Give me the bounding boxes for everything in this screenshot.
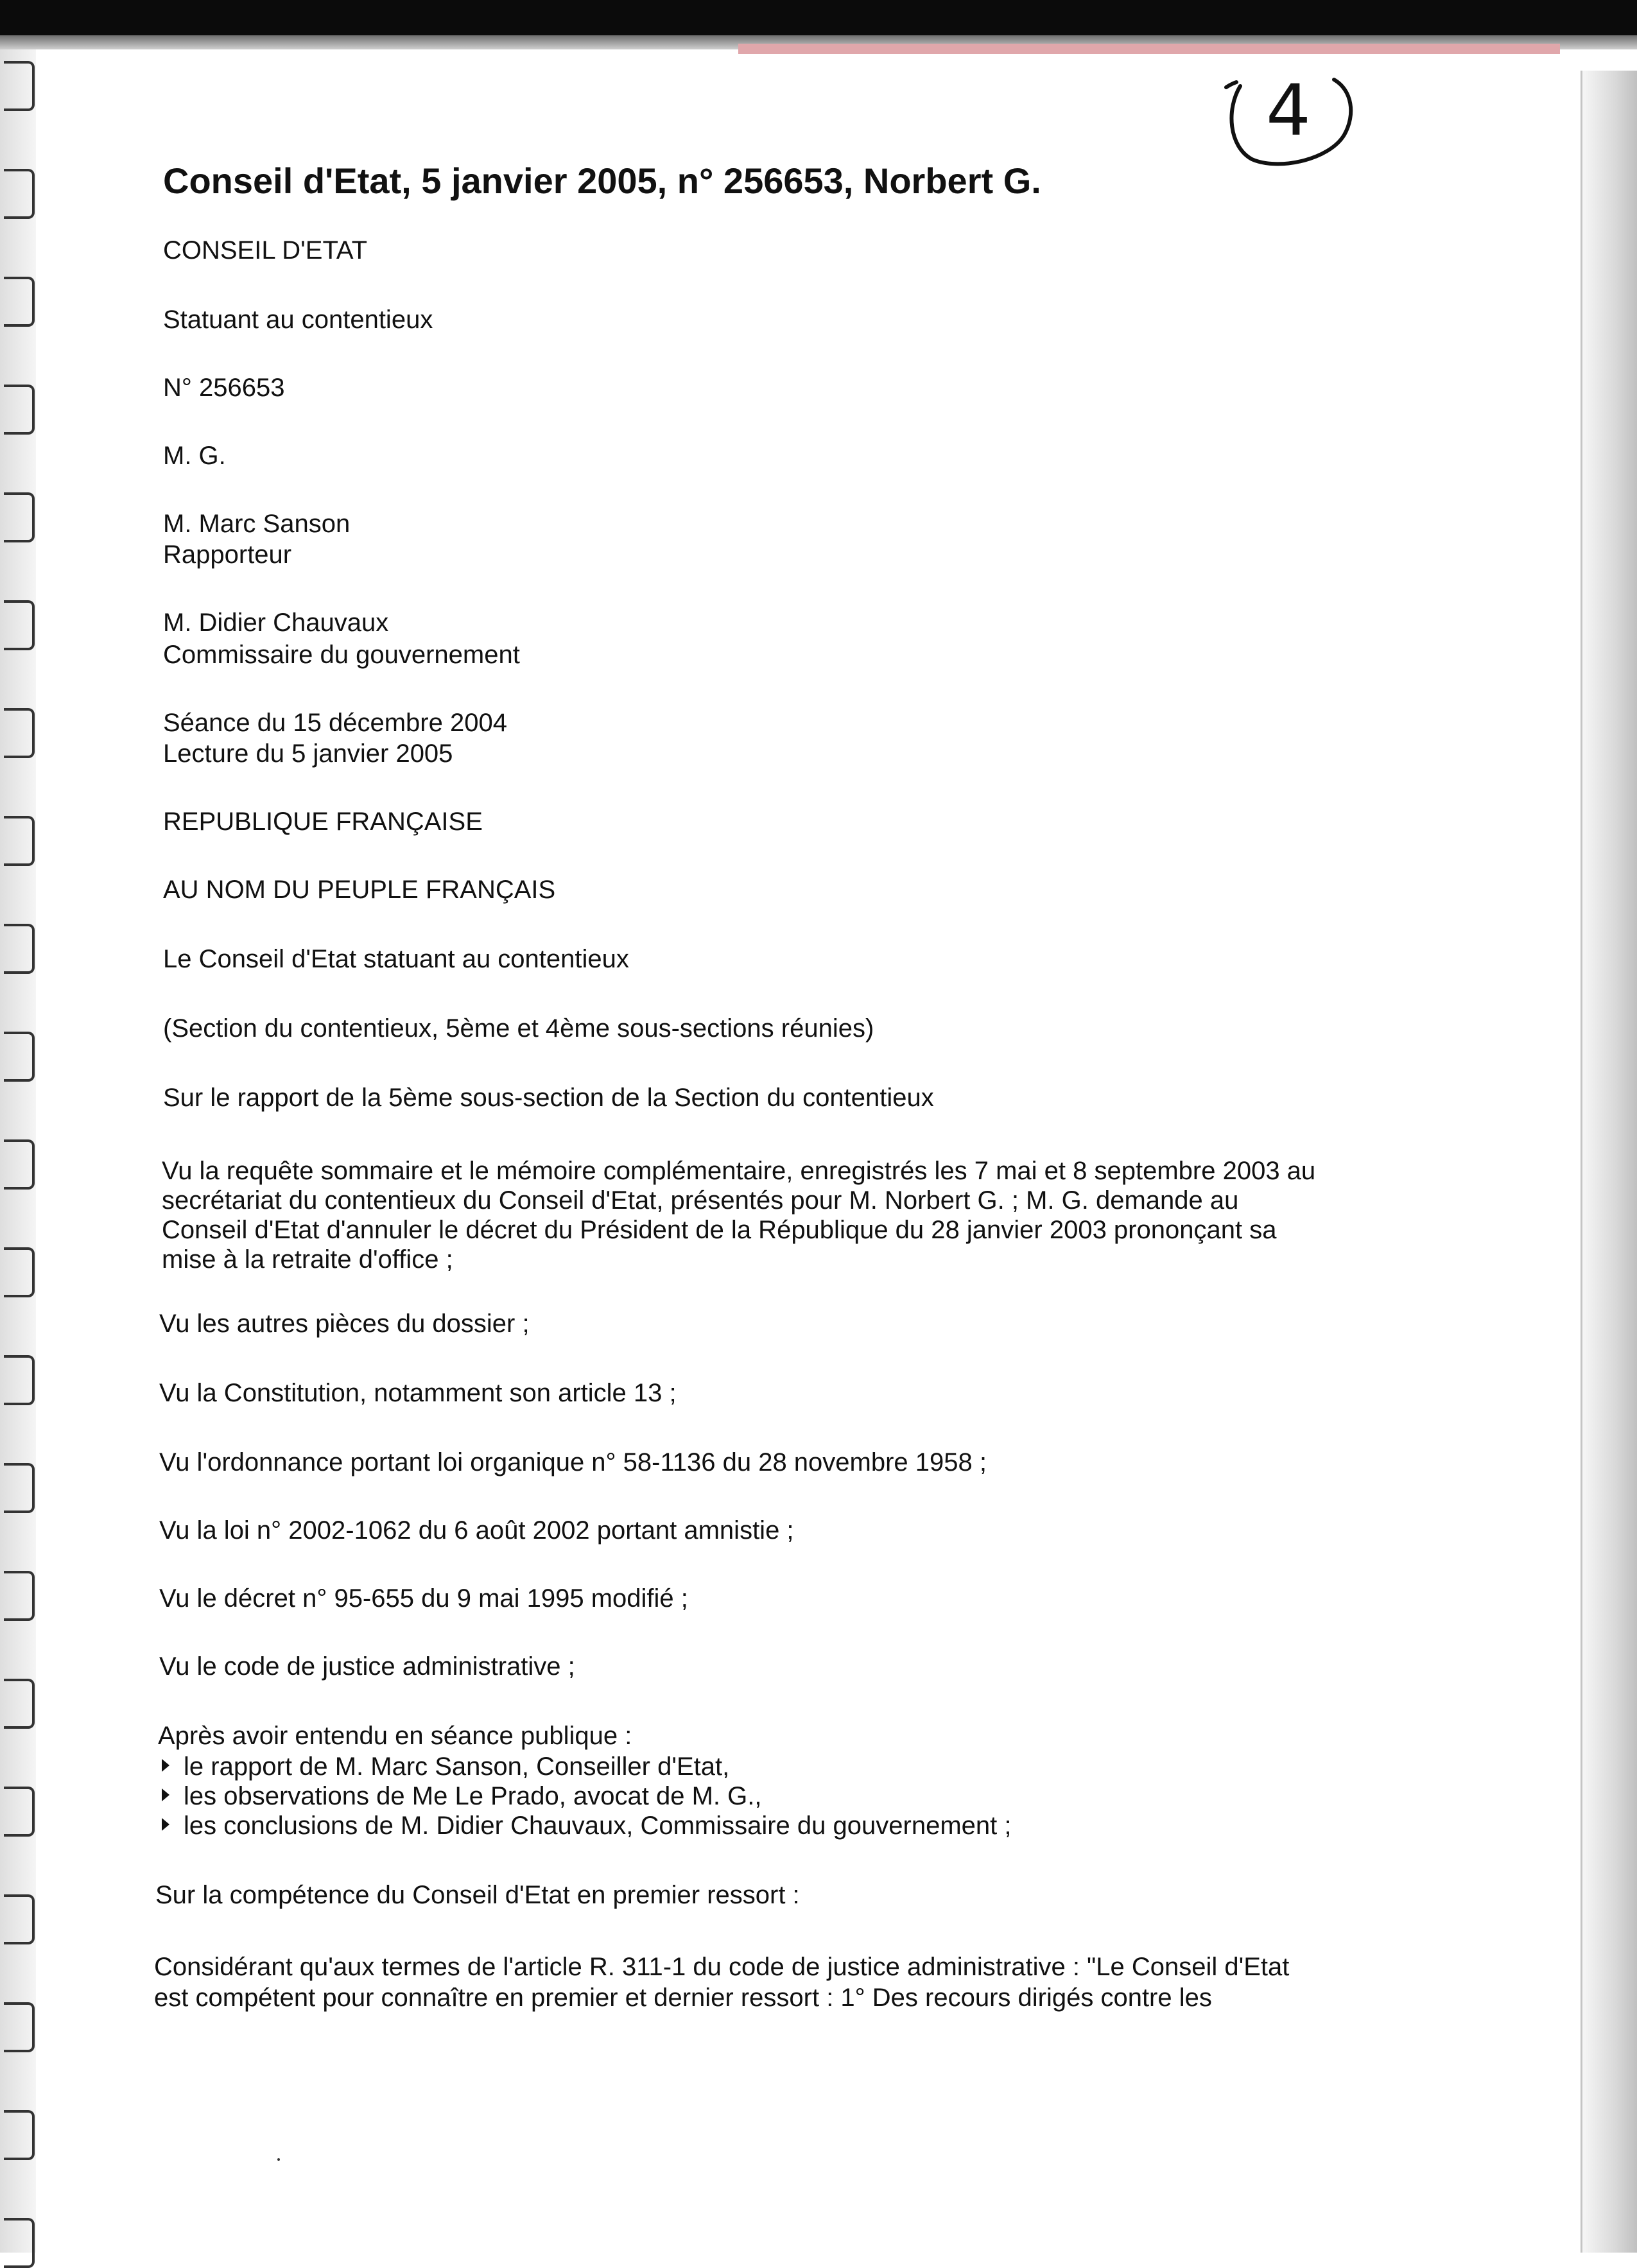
binding-ring [4,1894,35,1944]
visa-decree: Vu le décret n° 95-655 du 9 mai 1995 modifié ; [159,1584,688,1613]
hearing-date: Séance du 15 décembre 2004 [163,709,507,737]
visa-ordonnance: Vu l'ordonnance portant loi organique n° 58-1136 du 28 novembre 1958 ; [159,1448,987,1476]
binding-ring [4,492,35,542]
decision-nature: Statuant au contentieux [163,306,433,334]
case-number: N° 256653 [163,374,285,402]
binding-ring [4,277,35,327]
request-paragraph-line-2: secrétariat du contentieux du Conseil d'Etat, présentés pour M. Norbert G. ; M. G. demande au [162,1186,1239,1215]
binding-ring [4,169,35,219]
scan-top-border [0,0,1637,35]
rapporteur-role: Rapporteur [163,541,292,569]
visa-other-documents: Vu les autres pièces du dossier ; [159,1310,530,1338]
handwritten-page-number-text: 4 [1266,69,1311,151]
binding-ring [4,2218,35,2268]
considering-line-2: est compétent pour connaître en premier et dernier ressort : 1° Des recours dirigés contre les [154,1984,1212,2012]
request-paragraph-line-1: Vu la requête sommaire et le mémoire complémentaire, enregistrés les 7 mai et 8 septembre 2003 au [162,1157,1316,1185]
commissaire-role: Commissaire du gouvernement [163,641,520,669]
binding-ring [4,1787,35,1837]
binding-ring [4,600,35,650]
court-statement: Le Conseil d'Etat statuant au contentieux [163,945,629,973]
handwritten-page-number [1207,64,1361,173]
binding-ring [4,1032,35,1082]
binding-ring [4,708,35,758]
rapporteur-name: M. Marc Sanson [163,510,351,538]
binding-ring [4,385,35,435]
bullet-icon [162,1818,169,1831]
binding-ring [4,2002,35,2052]
binding-ring [4,2110,35,2160]
binding-ring [4,1679,35,1729]
stacked-page-edges [1581,71,1637,2253]
binding-ring [4,1355,35,1405]
bullet-icon [162,1759,169,1772]
binding-ring [4,924,35,974]
reading-date: Lecture du 5 janvier 2005 [163,740,453,768]
request-paragraph-line-3: Conseil d'Etat d'annuler le décret du Président de la République du 28 janvier 2003 prononçant sa [162,1216,1277,1244]
binding-ring [4,1247,35,1297]
hearing-intro: Après avoir entendu en séance publique : [158,1722,632,1750]
scan-speck [277,2158,280,2161]
party-name: M. G. [163,442,226,470]
page-edge-strip [738,44,1560,54]
section-note: (Section du contentieux, 5ème et 4ème sous-sections réunies) [163,1014,874,1043]
binding-ring [4,1139,35,1190]
hearing-item-conclusions: les conclusions de M. Didier Chauvaux, Commissaire du gouvernement ; [184,1812,1012,1840]
visa-code: Vu le code de justice administrative ; [159,1652,575,1681]
bullet-icon [162,1788,169,1801]
report-note: Sur le rapport de la 5ème sous-section de la Section du contentieux [163,1084,934,1112]
people-heading: AU NOM DU PEUPLE FRANÇAIS [163,876,556,904]
visa-amnesty-law: Vu la loi n° 2002-1062 du 6 août 2002 portant amnistie ; [159,1516,794,1545]
visa-constitution: Vu la Constitution, notamment son article 13 ; [159,1379,677,1407]
commissaire-name: M. Didier Chauvaux [163,609,389,637]
binding-ring [4,61,35,111]
binding-ring [4,816,35,866]
court-name: CONSEIL D'ETAT [163,236,368,264]
request-paragraph-line-4: mise à la retraite d'office ; [162,1245,453,1274]
hearing-item-observations: les observations de Me Le Prado, avocat de M. G., [184,1782,762,1810]
considering-line-1: Considérant qu'aux termes de l'article R. 311-1 du code de justice administrative : "Le Conseil d'Etat [154,1953,1290,1981]
competence-heading: Sur la compétence du Conseil d'Etat en premier ressort : [155,1881,800,1909]
binding-ring [4,1463,35,1513]
binding-ring [4,1571,35,1621]
hearing-item-report: le rapport de M. Marc Sanson, Conseiller d'Etat, [184,1753,730,1781]
republic-heading: REPUBLIQUE FRANÇAISE [163,808,483,836]
document-title: Conseil d'Etat, 5 janvier 2005, n° 256653, Norbert G. [163,160,1041,201]
